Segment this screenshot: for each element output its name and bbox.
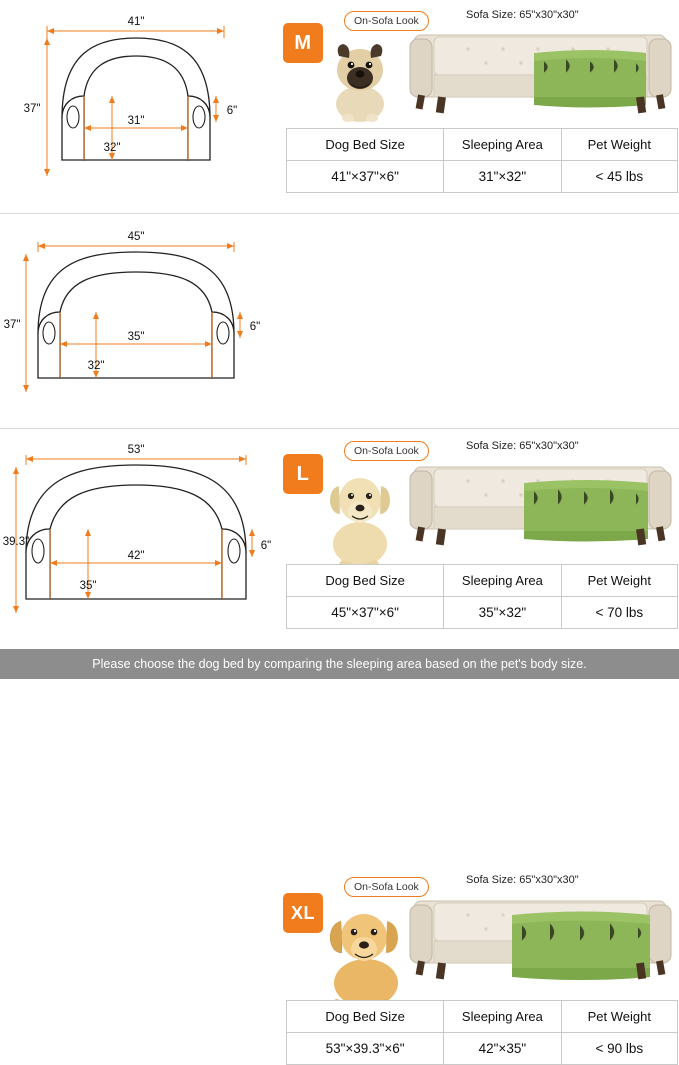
on-sofa-look-label-l: On-Sofa Look — [344, 441, 429, 461]
on-sofa-look-label-m: On-Sofa Look — [344, 11, 429, 31]
table-header-row — [287, 1001, 677, 1033]
bed-diagram-l — [0, 214, 272, 428]
td-dog-bed-size: 45"×37"×6" — [287, 597, 444, 628]
svg-text:39.3": 39.3" — [2, 536, 30, 548]
th-dog-bed-size: Dog Bed Size — [287, 129, 444, 160]
th-sleeping-area: Sleeping Area — [444, 1001, 561, 1032]
svg-text:6": 6" — [249, 321, 261, 333]
size-badge-l: L — [283, 454, 323, 494]
th-sleeping-area: Sleeping Area — [444, 565, 561, 596]
spec-table-m — [286, 128, 678, 193]
dog-photo-m — [321, 38, 399, 129]
sofa-size-label-xl: Sofa Size: 65"x30"x30" — [466, 874, 579, 886]
th-dog-bed-size: Dog Bed Size — [287, 1001, 444, 1032]
td-pet-weight: < 70 lbs — [595, 605, 644, 620]
th-pet-weight: Pet Weight — [587, 1009, 651, 1024]
th-pet-weight: Pet Weight — [587, 573, 651, 588]
th-sleeping-area: Sleeping Area — [444, 129, 561, 160]
dog-photo-xl — [312, 899, 416, 1016]
size-badge-xl: XL — [283, 893, 323, 933]
svg-text:32": 32" — [103, 142, 121, 154]
svg-text:41": 41" — [127, 16, 145, 28]
table-row — [287, 1033, 677, 1064]
on-sofa-look-label-xl: On-Sofa Look — [344, 877, 429, 897]
svg-text:6": 6" — [260, 540, 272, 552]
sofa-illustration-xl — [408, 891, 673, 1006]
svg-text:37": 37" — [23, 103, 41, 115]
footer-note-bar — [0, 649, 679, 679]
sofa-illustration-m — [408, 25, 673, 135]
sofa-size-label-m: Sofa Size: 65"x30"x30" — [466, 9, 579, 21]
td-pet-weight: < 45 lbs — [595, 169, 644, 184]
svg-text:53": 53" — [127, 444, 145, 456]
size-badge-m: M — [283, 23, 323, 63]
spec-table-xl — [286, 1000, 678, 1065]
sofa-size-label-l: Sofa Size: 65"x30"x30" — [466, 440, 579, 452]
size-row-m — [0, 0, 679, 214]
table-header-row — [287, 129, 677, 161]
bed-diagram-m — [0, 0, 272, 213]
svg-text:45": 45" — [127, 231, 145, 243]
svg-text:35": 35" — [79, 580, 97, 592]
footer-note-text: Please choose the dog bed by comparing the sleeping area based on the pet's body size. — [92, 657, 587, 671]
td-sleeping-area: 42"×35" — [444, 1033, 561, 1064]
table-row — [287, 161, 677, 192]
svg-text:35": 35" — [127, 331, 145, 343]
td-dog-bed-size: 41"×37"×6" — [287, 161, 444, 192]
td-pet-weight: < 90 lbs — [595, 1041, 644, 1056]
td-dog-bed-size: 53"×39.3"×6" — [287, 1033, 444, 1064]
svg-text:42": 42" — [127, 550, 145, 562]
svg-text:37": 37" — [3, 319, 21, 331]
td-sleeping-area: 35"×32" — [444, 597, 561, 628]
svg-text:31": 31" — [127, 115, 145, 127]
svg-text:6": 6" — [226, 105, 238, 117]
th-dog-bed-size: Dog Bed Size — [287, 565, 444, 596]
td-sleeping-area: 31"×32" — [444, 161, 561, 192]
svg-text:32": 32" — [87, 360, 105, 372]
th-pet-weight: Pet Weight — [587, 137, 651, 152]
bed-diagram-xl — [0, 429, 272, 644]
